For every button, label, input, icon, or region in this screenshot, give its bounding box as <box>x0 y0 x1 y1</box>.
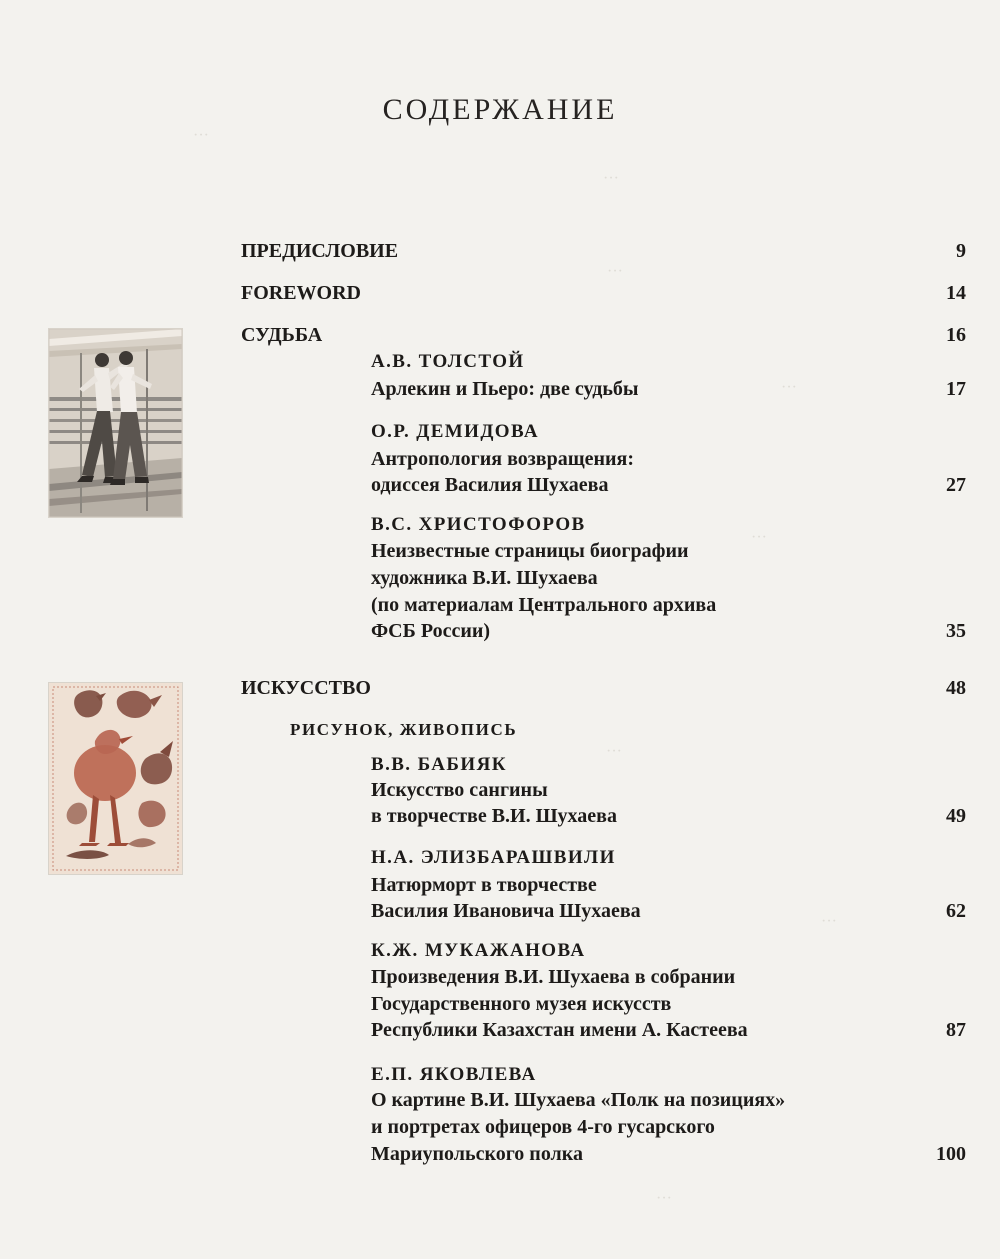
section-foreword-title: FOREWORD <box>241 282 361 304</box>
entry-title-line: Искусство сангины <box>371 779 548 801</box>
entry-author: А.В. ТОЛСТОЙ <box>371 351 525 372</box>
entry-title-line: (по материалам Центрального архива <box>371 594 717 616</box>
section-fate-title: СУДЬБА <box>241 324 323 346</box>
section-fate-page: 16 <box>946 324 966 346</box>
section-preface-title: ПРЕДИСЛОВИЕ <box>241 240 399 262</box>
entry-page: 62 <box>946 900 966 922</box>
entry-title-line: Мариупольского полка <box>371 1143 584 1165</box>
entry-title-line: Арлекин и Пьеро: две судьбы <box>371 378 639 400</box>
entry-title-line: Василия Ивановича Шухаева <box>371 900 641 922</box>
section-art-title: ИСКУССТВО <box>241 677 371 699</box>
section-preface-page: 9 <box>956 240 966 262</box>
entry-title-line: и портретах офицеров 4-го гусарского <box>371 1116 715 1138</box>
entry-page: 100 <box>936 1143 966 1165</box>
entry-page: 49 <box>946 805 966 827</box>
entry-author: К.Ж. МУКАЖАНОВА <box>371 940 586 961</box>
entry-author: В.В. БАБИЯК <box>371 754 507 775</box>
entry-title-line: Произведения В.И. Шухаева в собрании <box>371 966 736 988</box>
entry-page: 17 <box>946 378 966 400</box>
entry-title-line: Республики Казахстан имени А. Кастеева <box>371 1019 748 1041</box>
entry-title-line: в творчестве В.И. Шухаева <box>371 805 617 827</box>
entry-author: О.Р. ДЕМИДОВА <box>371 421 539 442</box>
entry-author: Е.П. ЯКОВЛЕВА <box>371 1064 537 1085</box>
entry-title-line: Государственного музея искусств <box>371 993 672 1015</box>
section-foreword-page: 14 <box>946 282 966 304</box>
entry-title-line: художника В.И. Шухаева <box>371 567 598 589</box>
entry-author: Н.А. ЭЛИЗБАРАШВИЛИ <box>371 847 616 868</box>
entry-title-line: ФСБ России) <box>371 620 491 642</box>
entry-title-line: О картине В.И. Шухаева «Полк на позициях» <box>371 1089 786 1111</box>
entry-title-line: одиссея Василия Шухаева <box>371 474 609 496</box>
photo-two-men-icon <box>48 328 183 518</box>
sanguine-bird-drawing-icon <box>48 682 183 875</box>
entry-page: 27 <box>946 474 966 496</box>
entry-page: 87 <box>946 1019 966 1041</box>
section-art-page: 48 <box>946 677 966 699</box>
entry-page: 35 <box>946 620 966 642</box>
art-subsection-title: РИСУНОК, ЖИВОПИСЬ <box>290 720 518 739</box>
entry-title-line: Натюрморт в творчестве <box>371 874 597 896</box>
page-title: СОДЕРЖАНИЕ <box>382 93 618 126</box>
entry-title-line: Неизвестные страницы биографии <box>371 540 689 562</box>
entry-title-line: Антропология возвращения: <box>371 448 634 470</box>
entry-author: В.С. ХРИСТОФОРОВ <box>371 514 586 535</box>
